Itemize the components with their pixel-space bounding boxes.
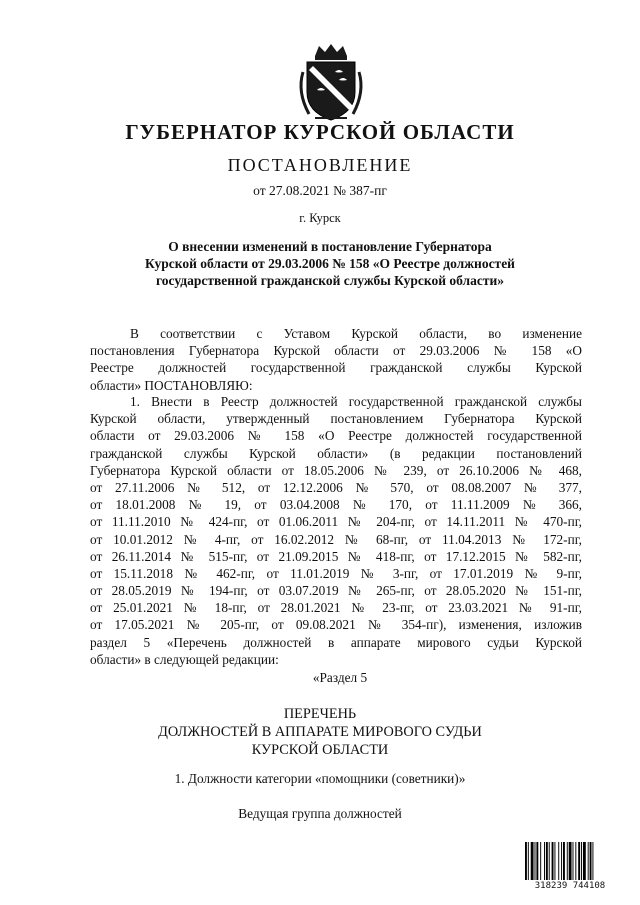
barcode-bar — [581, 842, 582, 880]
text-line: от 25.01.2021 № 18-пг, от 28.01.2021 № 23-пг, от 23.03.2021 № 91-пг, — [90, 600, 582, 616]
barcode-bar — [549, 842, 550, 880]
barcode-bar — [592, 842, 593, 880]
barcode-bars — [525, 842, 615, 880]
text-line: от 18.01.2008 № 19, от 03.04.2008 № 170, от 11.11.2009 № 366, — [90, 497, 582, 513]
text-line: от 27.11.2006 № 512, от 12.12.2006 № 570, от 08.08.2007 № 377, — [90, 479, 582, 495]
text-line: Губернатора Курской области от 18.05.2006 № 239, от 26.10.2006 № 468, — [90, 462, 582, 478]
text-line: области от 29.03.2006 № 158 «О Реестре должностей государственной — [90, 428, 582, 444]
text-line: от 15.11.2018 № 462-пг, от 11.01.2019 № 3-пг, от 17.01.2019 № 9-пг, — [90, 565, 582, 581]
barcode-bar — [573, 842, 574, 880]
text-line: от 17.05.2021 № 205-пг, от 09.08.2021 № 354-пг), изменения, изложив — [90, 617, 582, 633]
barcode-bar — [563, 842, 565, 880]
document-date-number: от 27.08.2021 № 387-пг — [253, 183, 387, 198]
list-title-line: КУРСКОЙ ОБЛАСТИ — [251, 742, 389, 758]
barcode-bar — [569, 842, 572, 880]
text-line: раздел 5 «Перечень должностей в аппарате мирового судьи Курской — [90, 634, 582, 650]
text-line: Курской области, утвержденный постановлением Губернатора Курской — [90, 411, 582, 427]
subject-line: О внесении изменений в постановление Губернатора — [168, 239, 492, 254]
document-type: ПОСТАНОВЛЕНИЕ — [227, 155, 413, 175]
text-line: области» ПОСТАНОВЛЯЮ: — [90, 377, 253, 393]
subject-line: государственной гражданской службы Курской области» — [155, 273, 504, 288]
subject-line: Курской области от 29.03.2006 № 158 «О Реестре должностей — [145, 256, 515, 271]
position-group: Ведущая группа должностей — [238, 806, 402, 821]
barcode-bar — [567, 842, 568, 880]
text-line: области» в следующей редакции: — [90, 651, 279, 667]
section-heading: «Раздел 5 — [312, 670, 368, 685]
barcode-bar — [575, 842, 576, 880]
barcode-bar — [558, 842, 559, 880]
barcode-bar — [578, 842, 580, 880]
barcode-bar — [590, 842, 592, 880]
text-line: от 10.01.2012 № 4-пг, от 16.02.2012 № 68-пг, от 11.04.2013 № 172-пг, — [90, 531, 582, 547]
barcode-bar — [540, 842, 541, 880]
barcode-bar — [546, 842, 548, 880]
barcode-number: 318239 744108 — [534, 881, 606, 891]
text-line: от 28.05.2019 № 194-пг, от 03.07.2019 № 265-пг, от 28.05.2020 № 151-пг, — [90, 583, 582, 599]
barcode-bar — [554, 842, 555, 880]
list-title-line: ДОЛЖНОСТЕЙ В АППАРАТЕ МИРОВОГО СУДЬИ — [158, 724, 482, 740]
text-line: Реестре должностей государственной гражданской службы Курской — [90, 360, 582, 376]
barcode-bar — [525, 842, 527, 880]
kursk-coat-of-arms-icon — [295, 42, 367, 122]
list-title — [0, 705, 640, 759]
text-line: В соответствии с Уставом Курской области, во изменение — [130, 326, 582, 341]
document-subject — [100, 238, 560, 289]
barcode-bar — [536, 842, 538, 880]
barcode-bar — [535, 842, 536, 880]
position-category: 1. Должности категории «помощники (советники)» — [174, 771, 466, 786]
barcode-bar — [552, 842, 554, 880]
authority-title: ГУБЕРНАТОР КУРСКОЙ ОБЛАСТИ — [125, 120, 515, 144]
barcode-bar — [561, 842, 562, 880]
barcode-bar — [588, 842, 589, 880]
barcode-bar — [528, 842, 529, 880]
preamble-paragraph — [90, 325, 582, 394]
text-line: от 11.11.2010 № 424-пг, от 01.06.2011 № 204-пг, от 14.11.2011 № 470-пг, — [90, 514, 582, 530]
text-line: гражданской службы Курской области» (в редакции постановлений — [90, 445, 582, 461]
barcode-bar — [544, 842, 545, 880]
barcode-bar — [531, 842, 534, 880]
document-city: г. Курск — [299, 211, 341, 225]
list-title-line: ПЕРЕЧЕНЬ — [283, 706, 357, 722]
clause-1-paragraph — [90, 393, 582, 668]
barcode-icon — [525, 842, 615, 894]
text-line: от 26.11.2014 № 515-пг, от 21.09.2015 № 418-пг, от 17.12.2015 № 582-пг, — [90, 548, 582, 564]
text-line: постановления Губернатора Курской области от 29.03.2006 № 158 «О — [90, 343, 582, 359]
barcode-bar — [583, 842, 586, 880]
text-line: 1. Внести в Реестр должностей государственной гражданской службы — [130, 394, 582, 409]
